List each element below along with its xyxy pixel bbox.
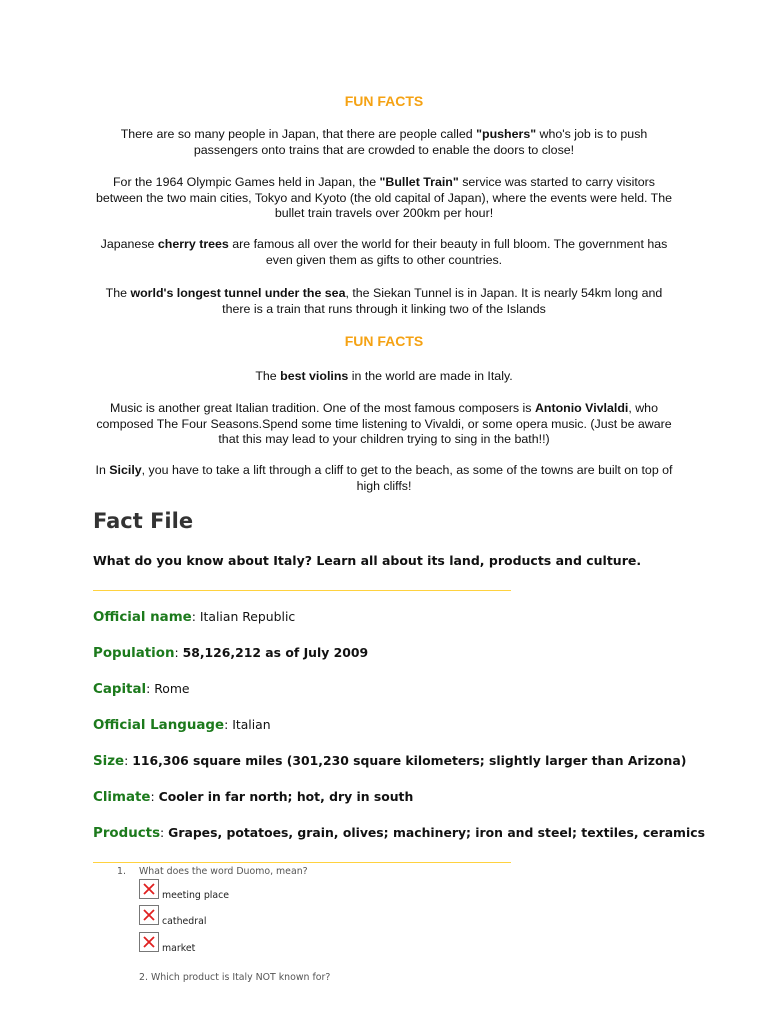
fact-population: Population: 58,126,212 as of July 2009 [93,645,369,661]
quiz-question-1: 1. What does the word Duomo, mean? [117,866,308,877]
italy-fact-sicily: In Sicily, you have to take a lift through a cliff to get to the beach, as some of the towns are built on top of high cliffs! [95,463,673,493]
japan-fact-pushers: There are so many people in Japan, that there are people called "pushers" who's job is to push passengers onto trains that are crowded to enable the doors to close! [120,127,648,157]
fact-climate: Climate: Cooler in far north; hot, dry in south [93,789,414,805]
japan-fact-tunnel: The world's longest tunnel under the sea, the Siekan Tunnel is in Japan. It is nearly 54km long and there is a train that runs through it linking two of the Islands [105,286,663,316]
fact-official-language: Official Language: Italian [93,717,271,733]
quiz-option-label: cathedral [162,916,207,927]
japan-fun-facts-heading: FUN FACTS [344,93,424,109]
fact-capital: Capital: Rome [93,681,190,697]
quiz-option-label: market [162,943,196,954]
divider [93,862,511,863]
fact-size: Size: 116,306 square miles (301,230 square kilometers; slightly larger than Arizona) [93,753,687,769]
japan-fact-cherry-trees: Japanese cherry trees are famous all over the world for their beauty in full bloom. The government has even given them as gifts to other countries. [100,237,668,267]
broken-image-icon[interactable] [139,905,159,925]
fact-file-intro: What do you know about Italy? Learn all about its land, products and culture. [93,553,642,568]
japan-fact-bullet-train: For the 1964 Olympic Games held in Japan, the "Bullet Train" service was started to carry visitors between the two main cities, Tokyo and Kyoto (the old capital of Japan), where the events were held. The bullet train travels over 200km per hour! [95,175,673,220]
italy-fact-music: Music is another great Italian tradition. One of the most famous composers is Antonio Vivlaldi, who composed The Four Seasons.Spend some time listening to Vivaldi, or some opera music. (Just be aware that this may lead to your children trying to sing in the bath!!) [96,401,672,446]
fact-official-name: Official name: Italian Republic [93,609,296,625]
divider [93,590,511,591]
quiz-question-2: 2. Which product is Italy NOT known for? [139,972,331,983]
fact-products: Products: Grapes, potatoes, grain, olives; machinery; iron and steel; textiles, ceramics [93,825,705,841]
italy-fun-facts-heading: FUN FACTS [344,333,424,349]
fact-file-title: Fact File [93,509,194,533]
italy-fact-violins: The best violins in the world are made in Italy. [255,369,513,383]
broken-image-icon[interactable] [139,932,159,952]
quiz-option-label: meeting place [162,890,230,901]
broken-image-icon[interactable] [139,879,159,899]
